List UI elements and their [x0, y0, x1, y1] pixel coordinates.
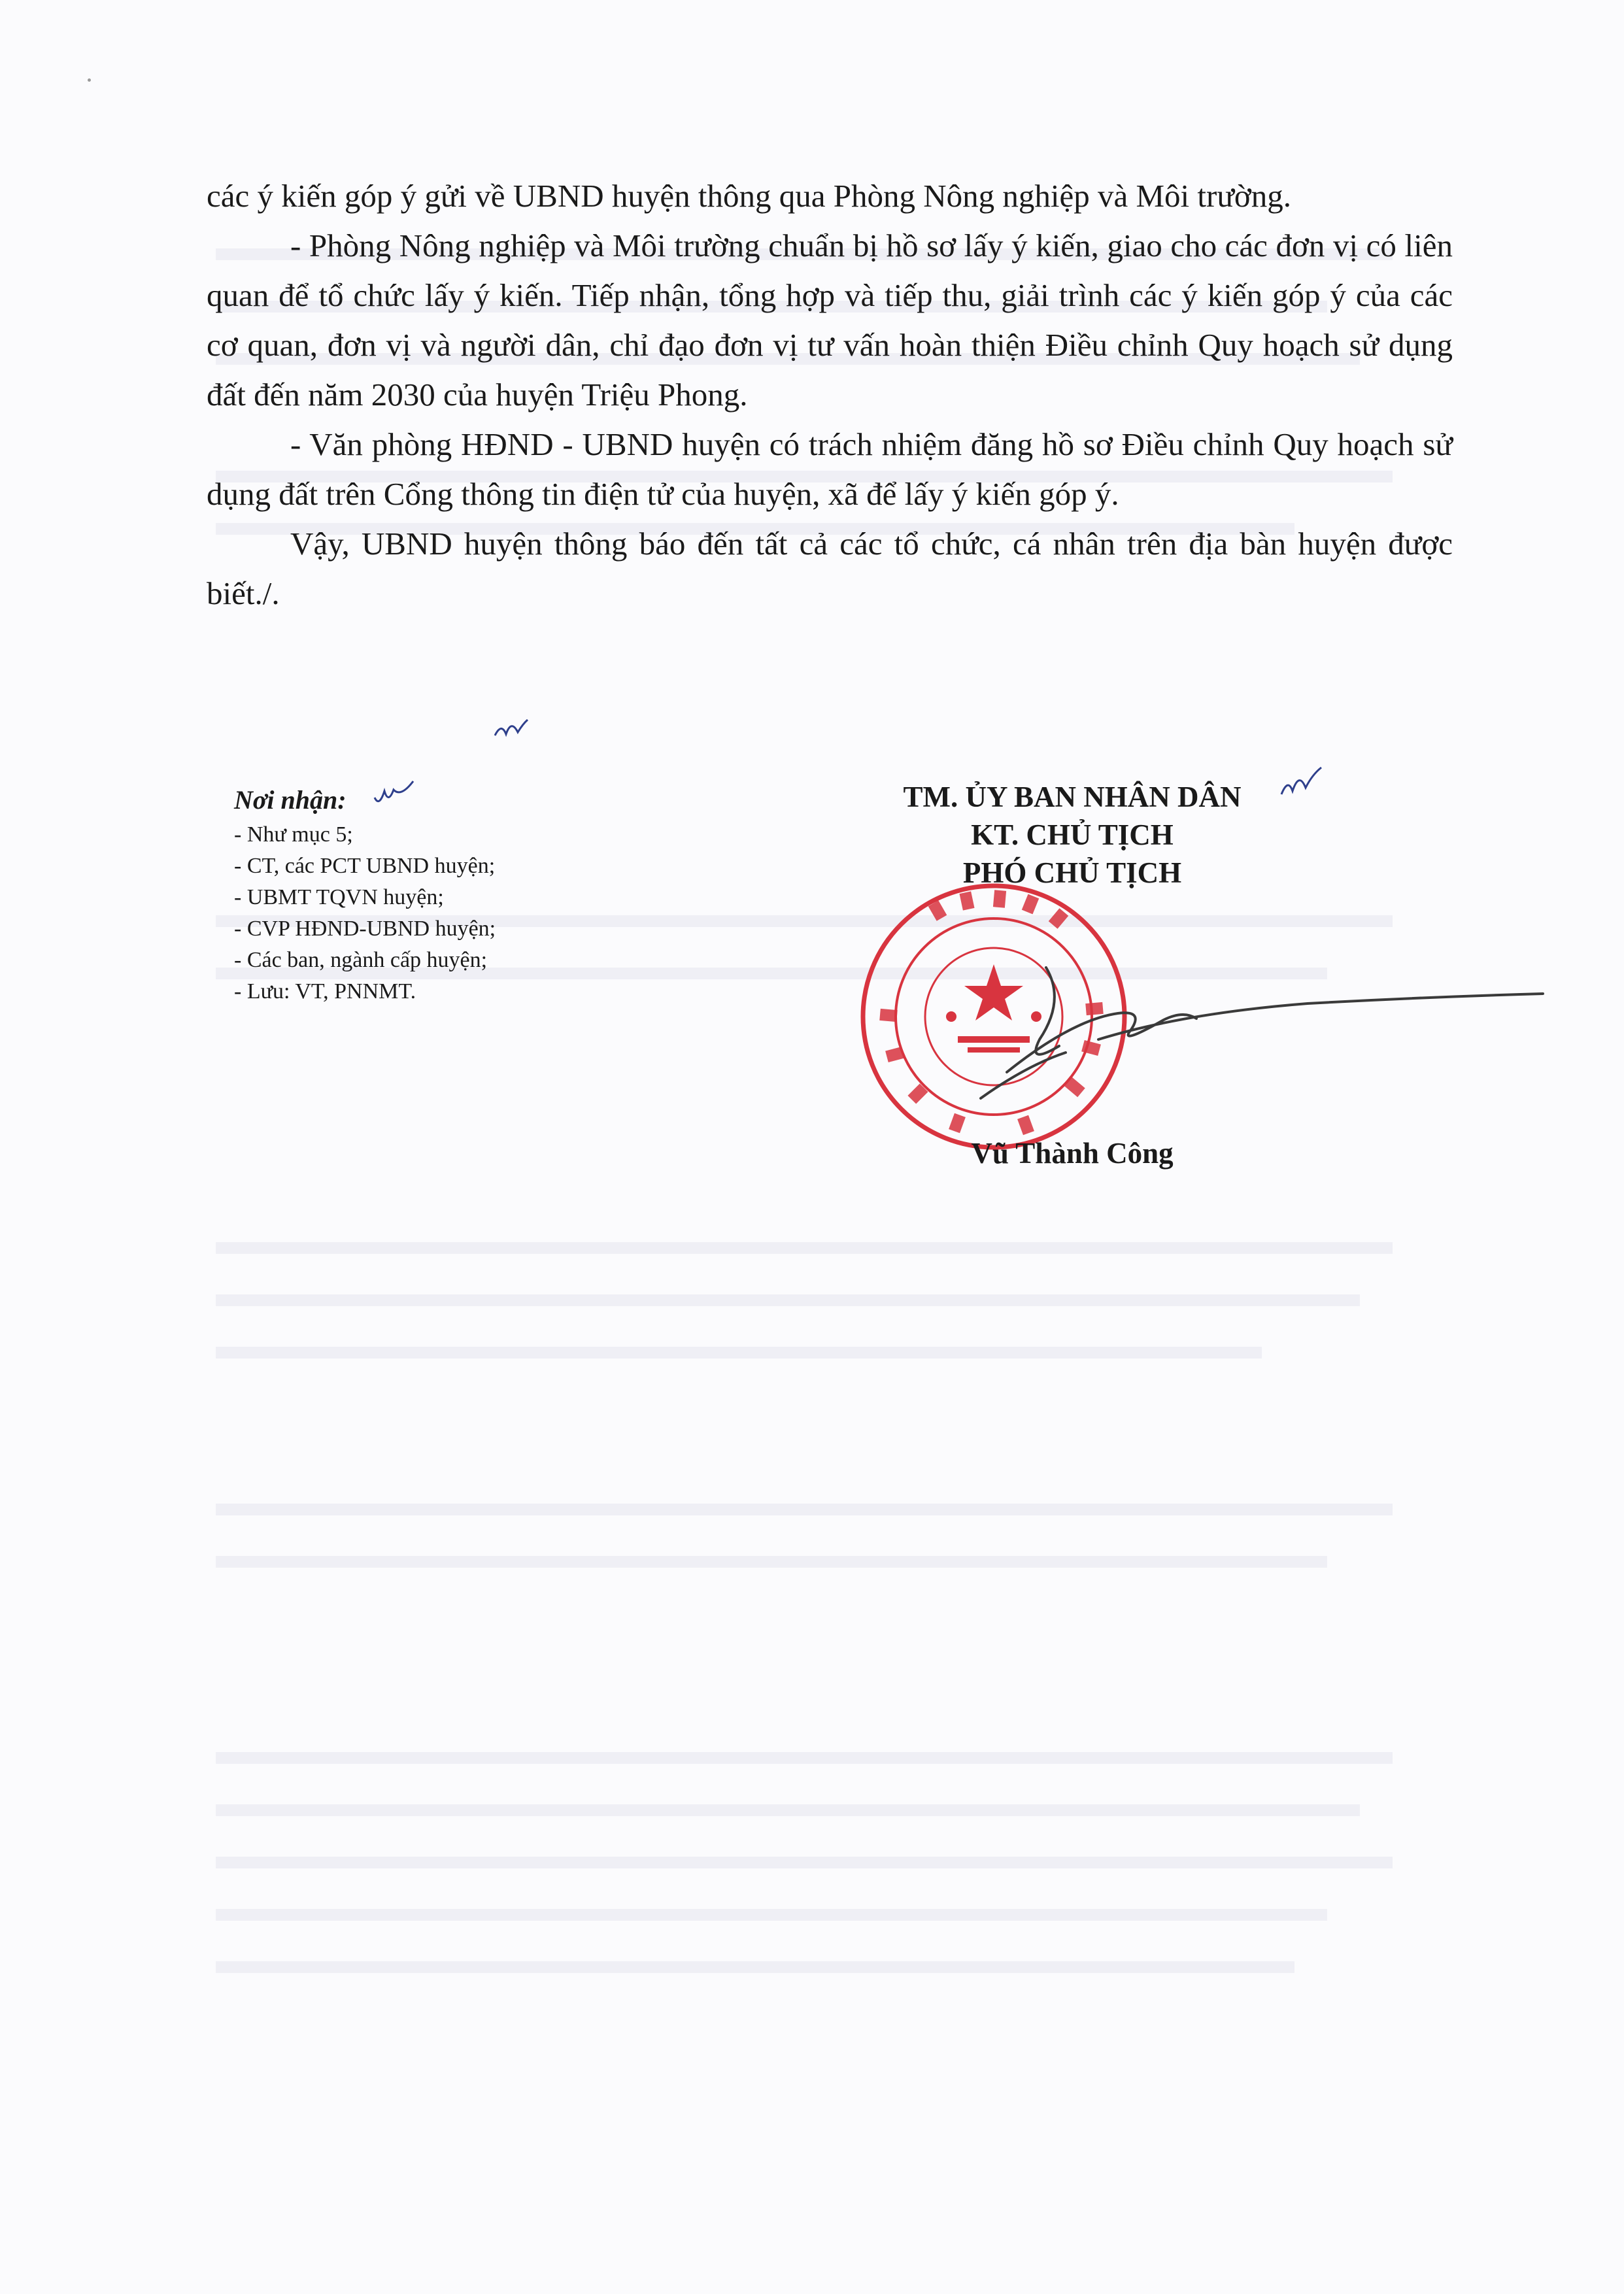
sign-line-position: PHÓ CHỦ TỊCH [962, 856, 1182, 889]
scan-speck [88, 78, 91, 82]
recipient-item: - Như mục 5; [234, 822, 353, 847]
initial-mark-recipients [371, 778, 417, 811]
recipient-item: - CT, các PCT UBND huyện; [234, 854, 496, 878]
paragraph-feedback-route: các ý kiến góp ý gửi về UBND huyện thông qua Phòng Nông nghiệp và Môi trường. [207, 178, 1292, 214]
recipient-item: - CVP HĐND-UBND huyện; [234, 917, 496, 941]
paragraph-closing: Vậy, UBND huyện thông báo đến tất cả các tổ chức, cá nhân trên địa bàn huyện được biết./. [207, 526, 1453, 611]
handwritten-signature [968, 941, 1556, 1111]
sign-line-on-behalf: KT. CHỦ TỊCH [971, 818, 1174, 851]
signer-name: Vũ Thành Công [971, 1137, 1174, 1170]
recipient-item: - Lưu: VT, PNNMT. [234, 979, 416, 1004]
recipient-item: - UBMT TQVN huyện; [234, 885, 444, 909]
recipients-title: Nơi nhận: [234, 785, 347, 815]
initial-mark-title [1278, 765, 1324, 804]
paragraph-council-office: - Văn phòng HĐND - UBND huyện có trách nhiệm đăng hồ sơ Điều chỉnh Quy hoạch sử dụng đất trên Cổng thông tin điện tử của huyện, xã để lấy ý kiến góp ý. [207, 426, 1453, 512]
initial-mark-closing [492, 716, 531, 742]
sign-line-committee: TM. ỦY BAN NHÂN DÂN [903, 781, 1242, 813]
paragraph-agriculture-office: - Phòng Nông nghiệp và Môi trường chuẩn bị hồ sơ lấy ý kiến, giao cho các đơn vị có liên quan để tổ chức lấy ý kiến. Tiếp nhận, tổng hợp và tiếp thu, giải trình các ý kiến góp ý của các cơ quan, đơn vị và người dân, chỉ đạo đơn vị tư vấn hoàn thiện Điều chỉnh Quy hoạch sử dụng đất đến năm 2030 của huyện Triệu Phong. [207, 228, 1453, 413]
recipient-item: - Các ban, ngành cấp huyện; [234, 948, 488, 972]
recipients-block [234, 781, 692, 1007]
signature-title-block [843, 778, 1301, 892]
body-text [207, 171, 1453, 618]
